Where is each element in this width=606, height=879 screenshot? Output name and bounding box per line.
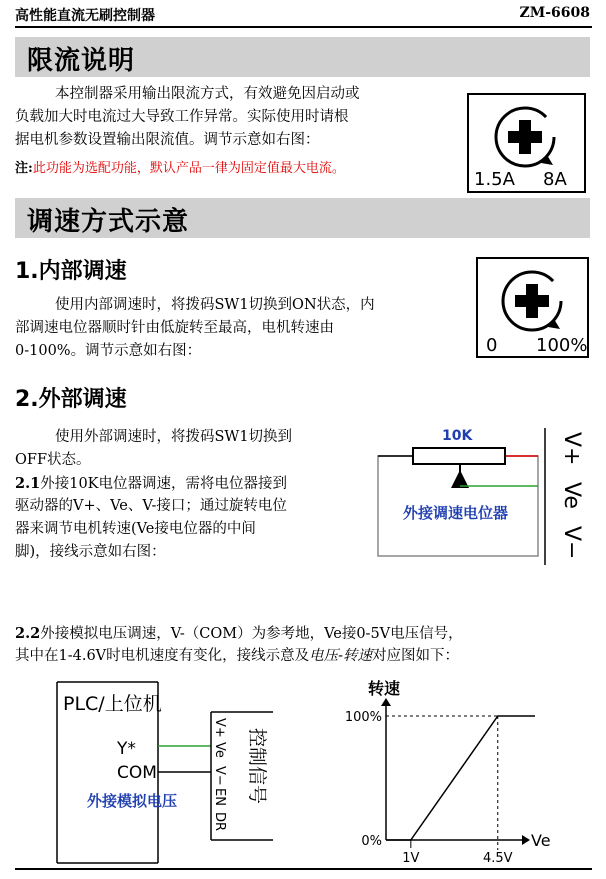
terminal-label-vplus: V+ [212, 718, 227, 738]
section-title: 限流说明 [27, 46, 136, 76]
paragraph-line: 使用内部调速时，将拨码SW1切换到ON状态，内 [55, 297, 375, 313]
header-rule [15, 26, 592, 28]
subsection-label: 2.2 [15, 625, 41, 642]
pot-value-label: 10K [442, 428, 473, 444]
knob-min-label: 0 [486, 335, 498, 356]
paragraph-line: 器来调节电机转速(Ve接电位器的中间 [15, 521, 256, 537]
knob-min-label: 1.5A [474, 169, 515, 190]
subsection-label: 2.1 [15, 475, 41, 492]
y-tick-label: 0% [361, 834, 382, 849]
chart-xlabel: Ve [531, 831, 551, 850]
paragraph-line: 驱动器的V+、Ve、V-接口；通过旋转电位 [15, 498, 287, 514]
x-tick-label: 4.5V [482, 851, 513, 866]
option-note [15, 157, 345, 176]
paragraph-line: 本控制器采用输出限流方式，有效避免因启动或 [55, 86, 360, 102]
paragraph-text: 对应图如下： [372, 648, 460, 664]
paragraph-text: 其中在1-4.6V时电机速度有变化，接线示意及 [15, 648, 310, 664]
terminal-label-dr: DR [212, 812, 227, 832]
heading-internal-speed: 1.内部调速 [15, 259, 127, 284]
note-text: 此功能为选配功能，默认产品一律为固定值最大电流。 [32, 161, 345, 176]
paragraph-line: OFF状态。 [15, 452, 91, 468]
section-title: 调速方式示意 [27, 207, 190, 237]
paragraph-line: 脚)，接线示意如右图： [15, 544, 166, 560]
plc-caption: 外接模拟电压 [87, 792, 178, 810]
paragraph-line: 据电机参数设置输出限流值。调节示意如右图： [15, 132, 320, 148]
footer-rule [15, 868, 592, 870]
paragraph-line [15, 472, 287, 496]
potentiometer-wiring-diagram [375, 420, 595, 570]
doc-header-title: 高性能直流无刷控制器 [15, 8, 155, 24]
paragraph-line: 部调速电位器顺时针由低旋转至最高，电机转速由 [15, 320, 334, 336]
paragraph-line [15, 645, 459, 668]
knob-max-label: 8A [543, 169, 567, 190]
paragraph-text: 外接模拟电压调速，V-（COM）为参考地，Ve接0-5V电压信号， [40, 626, 463, 642]
paragraph-line: 0-100%。调节示意如右图： [15, 343, 202, 359]
chart-ylabel: 转速 [368, 679, 401, 698]
x-axis-arrow-icon [522, 835, 530, 845]
y-tick-label: 100% [344, 710, 382, 725]
terminal-label-ve: Ve [212, 742, 227, 758]
doc-header-model: ZM-6608 [519, 5, 590, 21]
terminal-label-vminus: V− [212, 766, 227, 786]
pot-caption: 外接调速电位器 [403, 504, 509, 522]
section-bar-speed-modes [15, 198, 590, 238]
paragraph-line: 负载加大时电流过大导致工作异常。实际使用时请根 [15, 109, 349, 125]
note-label: 注: [15, 161, 33, 176]
plc-pin-com: COM [117, 763, 157, 783]
terminal-label-vminus: V− [559, 526, 584, 560]
x-tick-label: 1V [402, 851, 420, 866]
section-bar-current-limit [15, 37, 590, 77]
knob-max-label: 100% [536, 335, 588, 356]
series-line-speed [386, 716, 535, 840]
paragraph-line [15, 622, 463, 646]
y-axis-arrow-icon [381, 698, 391, 706]
heading-external-speed: 2.外部调速 [15, 387, 127, 412]
potentiometer-body [413, 448, 505, 464]
terminal-label-vplus: V+ [559, 432, 584, 466]
current-limit-knob-diagram [467, 93, 586, 193]
voltage-speed-chart [344, 676, 560, 866]
terminal-label-ve: Ve [559, 482, 584, 509]
plc-pin-y: Y* [117, 739, 136, 759]
terminal-label-en: EN [212, 788, 227, 806]
paragraph-line: 使用外部调速时，将拨码SW1切换到 [55, 429, 293, 445]
internal-speed-knob-diagram [476, 257, 589, 358]
control-signal-label: 控制信号 [246, 728, 268, 805]
emphasis-text: 电压-转速 [309, 648, 373, 664]
paragraph-text: 外接10K电位器调速，需将电位器接到 [40, 476, 288, 492]
plc-wiring-diagram [55, 680, 280, 865]
plc-title: PLC/上位机 [63, 693, 162, 715]
